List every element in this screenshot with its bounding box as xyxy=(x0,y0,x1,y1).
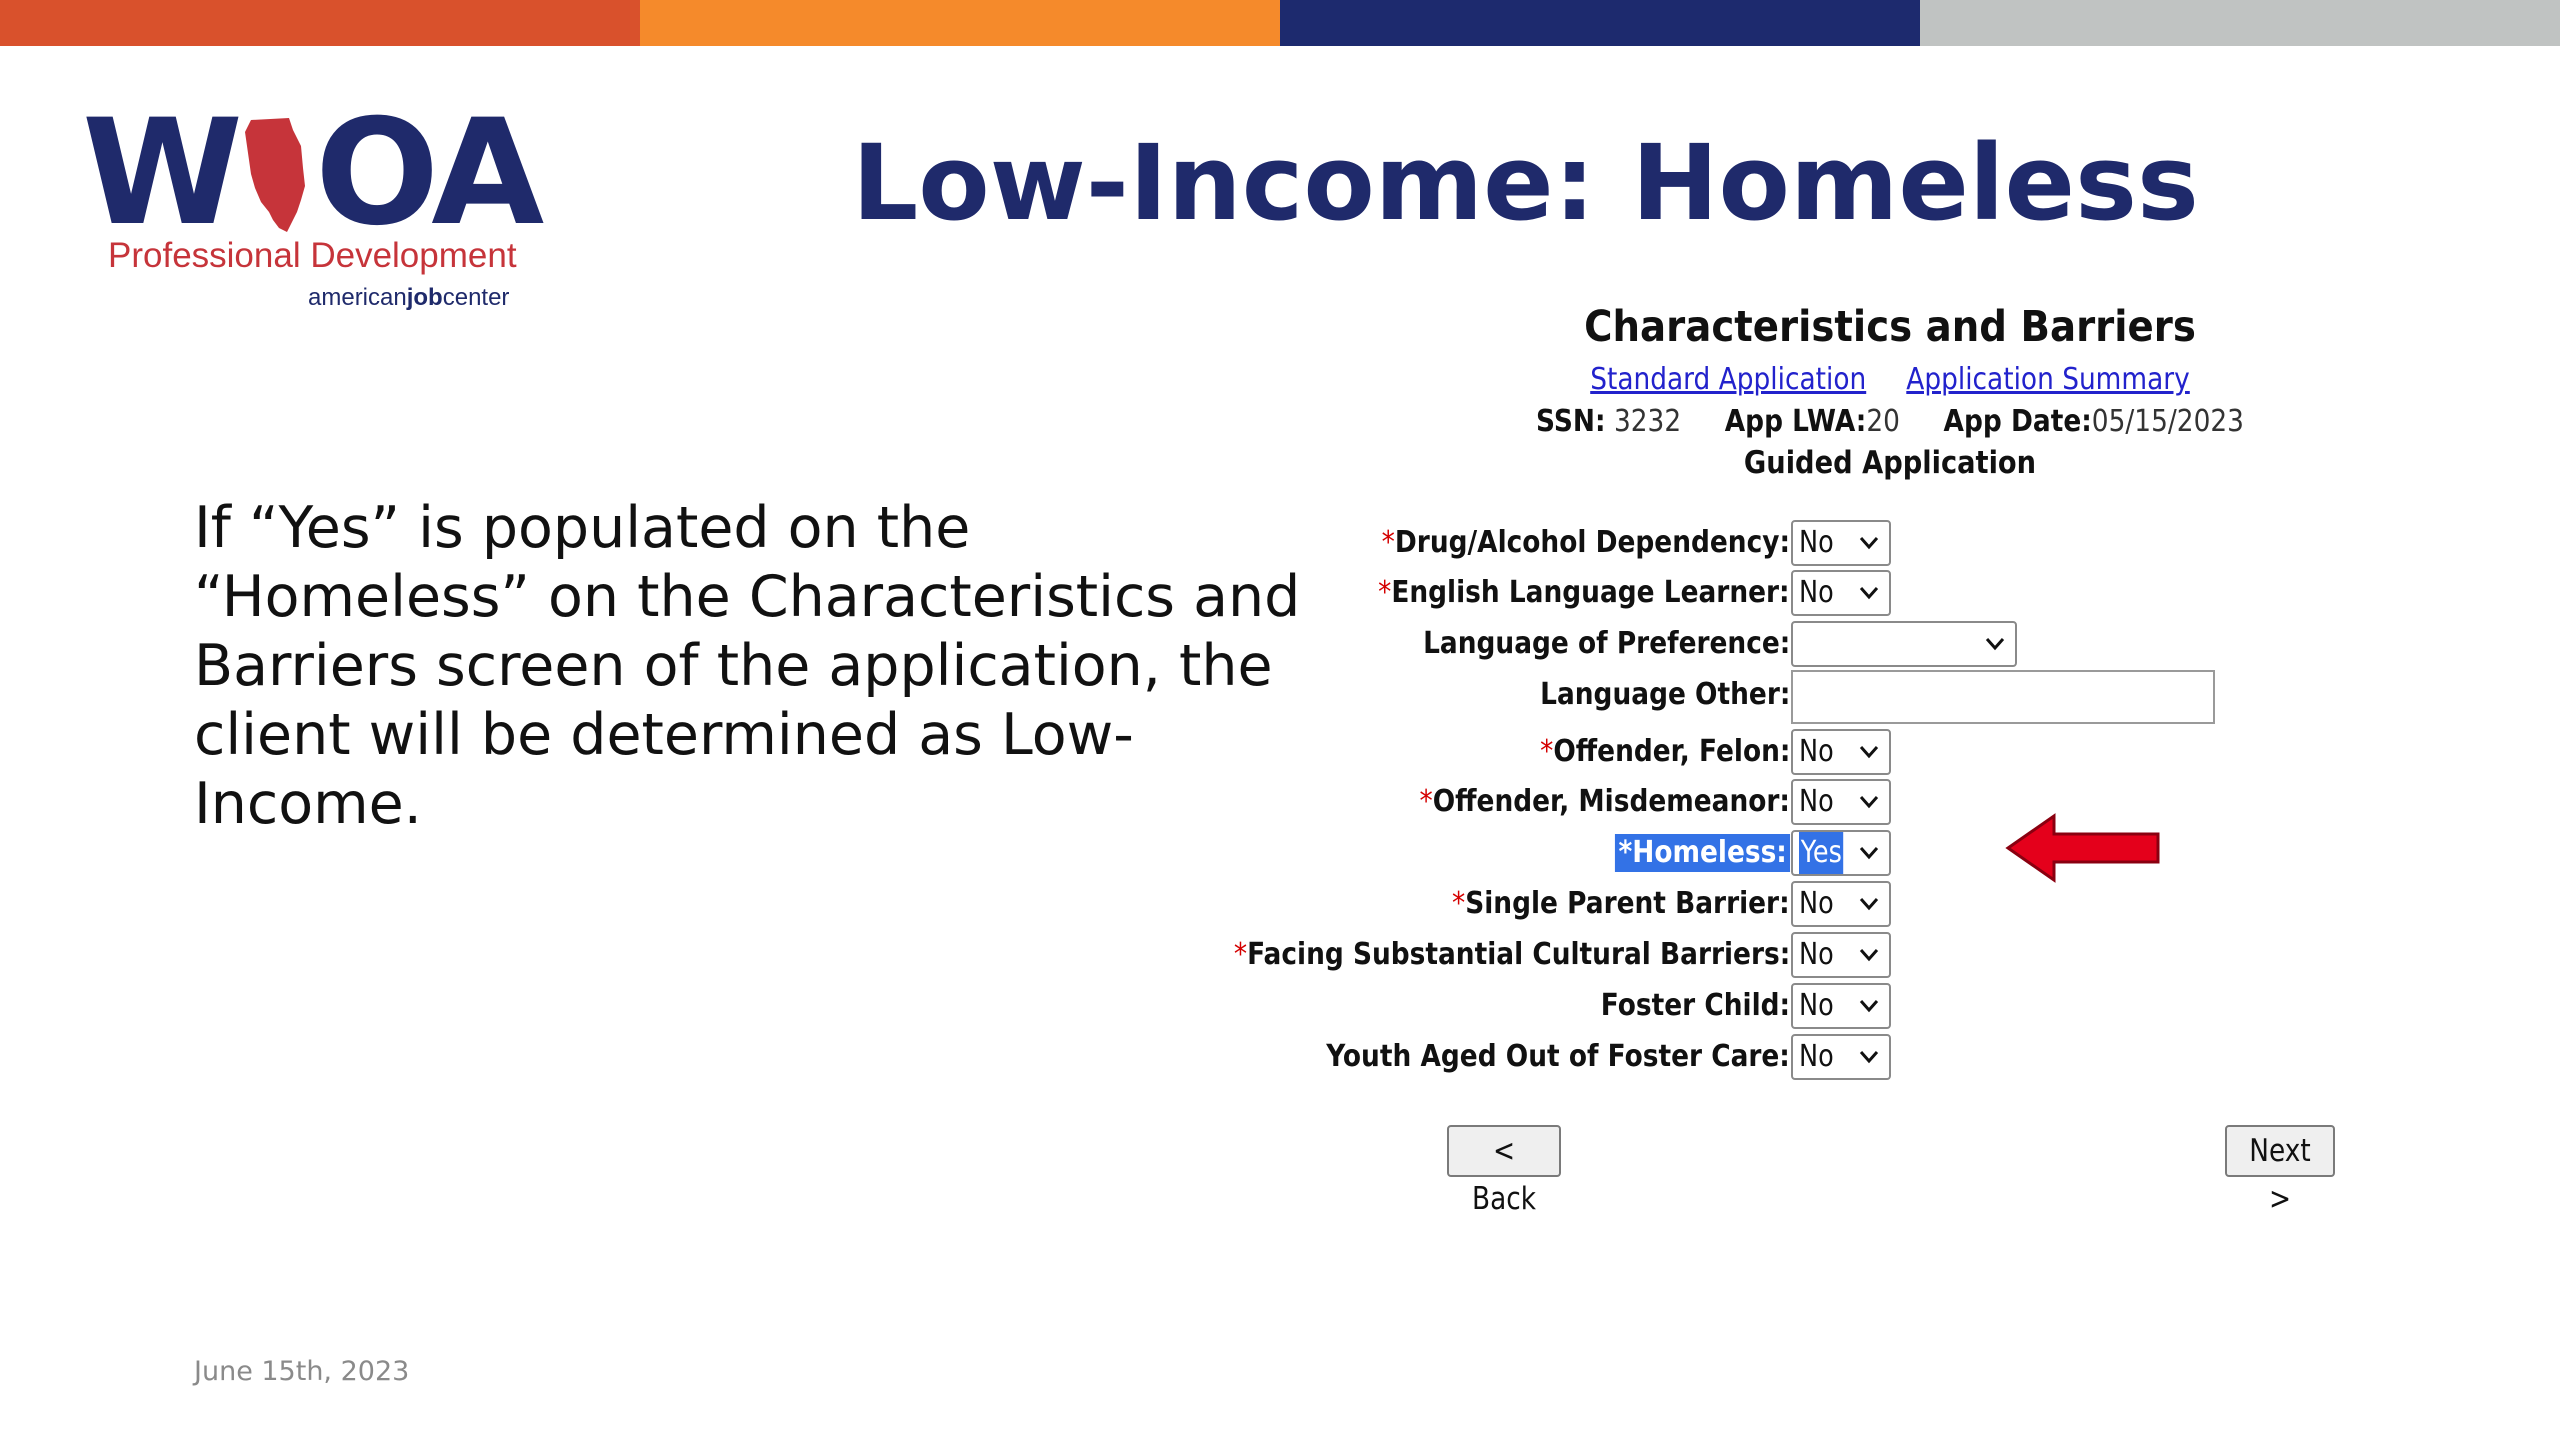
lwa-value: 20 xyxy=(1866,404,1900,439)
field-youth-aged-out xyxy=(1300,1032,2400,1082)
field-label: Youth Aged Out of Foster Care: xyxy=(1326,1039,1790,1074)
field-label: *Drug/Alcohol Dependency: xyxy=(1381,525,1790,560)
tagline-bold: job xyxy=(406,284,443,311)
homeless-select[interactable]: Yes xyxy=(1791,830,1891,876)
english-learner-select[interactable]: No xyxy=(1791,570,1891,616)
app-header xyxy=(1340,296,2440,484)
red-arrow-icon xyxy=(2004,812,2160,884)
offender-misdemeanor-select[interactable]: No xyxy=(1791,779,1891,825)
field-label: Foster Child: xyxy=(1600,988,1790,1023)
color-bar-segment xyxy=(1920,0,2560,46)
app-date-value: 05/15/2023 xyxy=(2091,404,2244,439)
lwa-label: App LWA: xyxy=(1724,404,1867,439)
ssn-label: SSN: xyxy=(1536,404,1606,439)
logo-subtitle: Professional Development xyxy=(108,236,517,275)
top-color-bar xyxy=(0,0,2560,46)
youth-aged-out-select[interactable]: No xyxy=(1791,1034,1891,1080)
drug-alcohol-select[interactable]: No xyxy=(1791,520,1891,566)
field-language-other xyxy=(1300,670,2400,720)
field-label-highlighted: *Homeless: xyxy=(1615,834,1790,872)
field-single-parent xyxy=(1300,879,2400,929)
offender-felon-select[interactable]: No xyxy=(1791,729,1891,775)
standard-application-link[interactable]: Standard Application xyxy=(1590,362,1867,397)
color-bar-segment xyxy=(640,0,1280,46)
cultural-barriers-select[interactable]: No xyxy=(1791,932,1891,978)
foster-child-select[interactable]: No xyxy=(1791,983,1891,1029)
app-date-label: App Date: xyxy=(1943,404,2092,439)
field-label: *English Language Learner: xyxy=(1378,575,1790,610)
field-label: Language of Preference: xyxy=(1422,626,1790,661)
field-homeless xyxy=(1300,828,2400,878)
field-english-learner xyxy=(1300,568,2400,618)
app-nav-links xyxy=(1406,358,2374,402)
logo-tagline xyxy=(308,284,509,312)
field-offender-misdemeanor xyxy=(1300,777,2400,827)
chevron-down-icon xyxy=(1859,846,1879,860)
application-summary-link[interactable]: Application Summary xyxy=(1906,362,2190,397)
app-meta-row xyxy=(1406,402,2374,442)
field-label: Language Other: xyxy=(1539,677,1790,712)
field-label: *Offender, Felon: xyxy=(1539,734,1790,769)
back-button[interactable]: < Back xyxy=(1447,1125,1561,1177)
field-foster-child xyxy=(1300,981,2400,1031)
field-language-preference xyxy=(1300,619,2400,669)
chevron-down-icon xyxy=(1859,897,1879,911)
chevron-down-icon xyxy=(1859,745,1879,759)
app-screen-title: Characteristics and Barriers xyxy=(1584,302,2196,352)
slide-body-text: If “Yes” is populated on the “Homeless” on the Characteristics and Barriers screen of the application, the client will be determined as Low-Income. xyxy=(194,495,1301,837)
single-parent-select[interactable]: No xyxy=(1791,881,1891,927)
logo-letters-oa: OA xyxy=(315,88,541,258)
color-bar-segment xyxy=(0,0,640,46)
chevron-down-icon xyxy=(1859,999,1879,1013)
field-offender-felon xyxy=(1300,727,2400,777)
chevron-down-icon xyxy=(1859,1050,1879,1064)
footer-date: June 15th, 2023 xyxy=(194,1356,410,1387)
color-bar-segment xyxy=(1280,0,1920,46)
next-button[interactable]: Next > xyxy=(2225,1125,2335,1177)
field-label: *Facing Substantial Cultural Barriers: xyxy=(1233,937,1790,972)
language-preference-select[interactable] xyxy=(1791,621,2017,667)
field-label: *Single Parent Barrier: xyxy=(1452,886,1790,921)
chevron-down-icon xyxy=(1859,948,1879,962)
slide-title: Low-Income: Homeless xyxy=(852,122,2199,244)
logo-letter-w: W xyxy=(82,88,240,258)
wioa-logo xyxy=(82,88,562,323)
chevron-down-icon xyxy=(1859,795,1879,809)
guided-application-label: Guided Application xyxy=(1743,445,2037,481)
ssn-value: 3232 xyxy=(1613,404,1682,439)
chevron-down-icon xyxy=(1859,586,1879,600)
field-drug-alcohol xyxy=(1300,518,2400,568)
language-other-input[interactable] xyxy=(1791,670,2215,724)
chevron-down-icon xyxy=(1985,637,2005,651)
illinois-state-icon xyxy=(243,116,313,234)
tagline-suffix: center xyxy=(442,284,510,311)
field-label: *Offender, Misdemeanor: xyxy=(1419,784,1790,819)
chevron-down-icon xyxy=(1859,536,1879,550)
field-cultural-barriers xyxy=(1233,930,2400,980)
tagline-prefix: american xyxy=(308,284,407,311)
